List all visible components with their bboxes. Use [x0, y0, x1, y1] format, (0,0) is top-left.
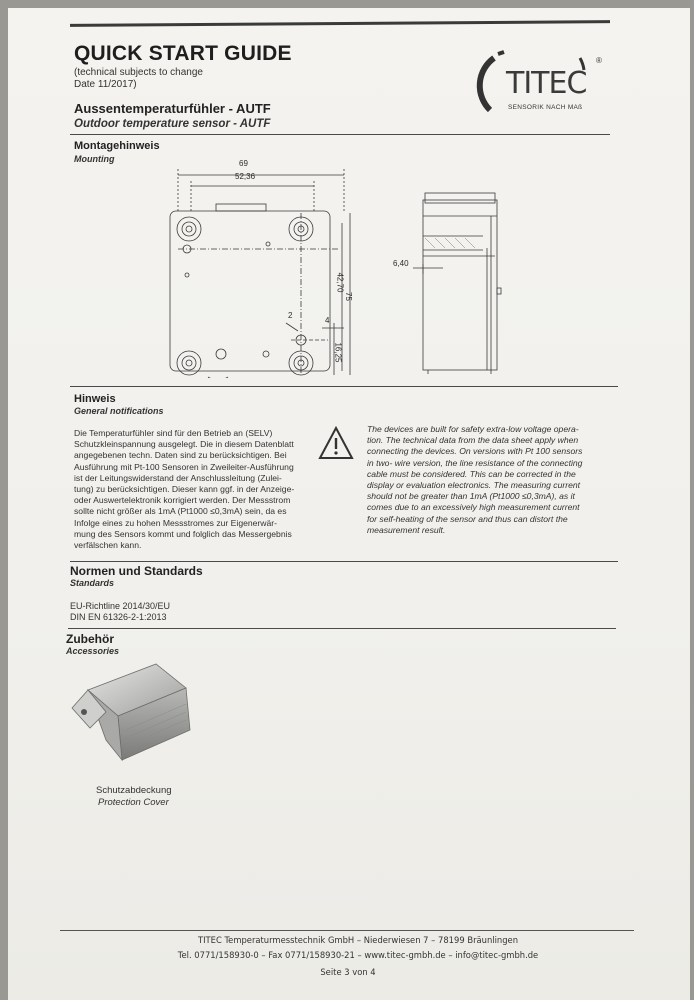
standards-heading: Normen und Standards	[70, 564, 203, 578]
notes-rule	[70, 386, 618, 387]
dim-bottom-offset: 16,25	[333, 342, 343, 363]
document-page	[8, 8, 690, 1000]
product-title-en: Outdoor temperature sensor - AUTF	[74, 118, 271, 130]
notes-heading: Hinweis	[74, 393, 116, 405]
dim-2: 2	[288, 311, 293, 320]
notes-de-line: ist der Leitungswiderstand der Anschlussleitung (Zulei-	[74, 472, 282, 483]
notes-en-line: measurement result.	[367, 524, 446, 535]
standards-subheading: Standards	[70, 578, 115, 588]
notes-en-line: display or evaluation electronics. The measuring current	[367, 480, 581, 491]
notes-en-line: comes due to an excessively high measurement current	[367, 502, 580, 513]
notes-en-line: should not be greater than 1mA (Pt1000 ≤0,3mA), as it	[367, 491, 575, 502]
notes-de-line: oder Auswertelektronik korrigiert werden. Der Messstrom	[74, 495, 291, 506]
notes-de-line: angegebenen techn. Daten sind zu berücksichtigen. Bei	[74, 450, 287, 461]
accessories-subheading: Accessories	[66, 646, 120, 656]
notes-de-line: tung) zu berücksichtigen. Dieser kann ggf. in der Anzeige-	[74, 484, 295, 495]
logo-tagline: SENSORIK NACH MAß	[508, 104, 583, 111]
titec-logo	[468, 46, 608, 118]
dim-width-total: 69	[239, 159, 248, 168]
accessories-heading: Zubehör	[66, 632, 114, 646]
notes-de-line: mung des Sensors kommt und folglich das Messergebnis	[74, 528, 292, 539]
mounting-subheading: Mounting	[74, 154, 115, 164]
standard-item: DIN EN 61326-2-1:2013	[70, 612, 167, 622]
dim-4: 4	[325, 316, 330, 325]
notes-en-line: The devices are built for safety extra-low voltage opera-	[367, 424, 579, 434]
notes-text-de	[74, 428, 314, 551]
notes-de-line: Die Temperaturfühler sind für den Betrieb an (SELV)	[74, 428, 273, 438]
side-view-drawing	[383, 188, 513, 378]
accessory-label-de: Schutzabdeckung	[96, 785, 172, 796]
footer-address: TITEC Temperaturmesstechnik GmbH – Niederwiesen 7 – 78199 Bräunlingen	[197, 935, 519, 945]
mounting-heading: Montagehinweis	[74, 140, 160, 152]
footer-contact: Tel. 0771/158930-0 – Fax 0771/158930-21 – www.titec-gmbh.de – info@titec-gmbh.de	[177, 950, 539, 960]
notes-text-en	[367, 424, 615, 536]
notes-subheading: General notifications	[74, 406, 164, 416]
footer-page-number: Seite 3 von 4	[320, 967, 376, 977]
notes-de-line: verfälschen kann.	[74, 540, 142, 551]
logo-brand: TITEC	[506, 66, 587, 101]
top-rule	[70, 20, 610, 27]
dim-height-total: 75	[343, 292, 353, 301]
notes-de-line: sollte nicht größer als 1mA (Pt1000 ≤0,3mA) sein, da es	[74, 506, 287, 517]
dim-side-depth: 6,40	[393, 259, 409, 268]
accessory-label-en: Protection Cover	[98, 797, 169, 808]
change-note: (technical subjects to change	[74, 67, 203, 78]
product-title-de: Aussentemperaturfühler - AUTF	[74, 101, 271, 116]
notes-de-line: Infolge eines zu hohen Messstromes zur Eigenerwär-	[74, 517, 278, 528]
standard-item: EU-Richtline 2014/30/EU	[70, 601, 171, 611]
dim-hole-spacing-y: 42,70	[335, 272, 345, 293]
notes-de-line: Schutzkleinspannung ausgelegt. Die in diesem Datenblatt	[74, 439, 294, 450]
notes-en-line: tion. The technical data from the data sheet apply when	[367, 435, 579, 446]
footer-rule	[60, 930, 634, 931]
protection-cover-image	[68, 660, 198, 772]
warning-triangle-icon	[318, 426, 354, 460]
logo-registered: ®	[596, 56, 602, 65]
notes-en-line: for self-heating of the sensor and thus can distort the	[367, 513, 568, 524]
page-title: QUICK START GUIDE	[74, 42, 292, 65]
accessories-rule	[68, 628, 616, 629]
notes-de-line: Ausführung mit Pt-100 Sensoren in Zweileiter-Ausführung	[74, 461, 294, 472]
header-rule	[70, 134, 610, 135]
notes-en-line: connecting the devices. On versions with Pt 100 sensors	[367, 446, 583, 457]
date-label: Date 11/2017)	[74, 79, 137, 90]
notes-en-line: in two- wire version, the line resistance of the connecting	[367, 457, 583, 468]
dim-hole-spacing-x: 52,36	[235, 172, 256, 181]
standards-rule	[70, 561, 618, 562]
notes-en-line: cable must be considered. This can be corrected in the	[367, 468, 576, 479]
